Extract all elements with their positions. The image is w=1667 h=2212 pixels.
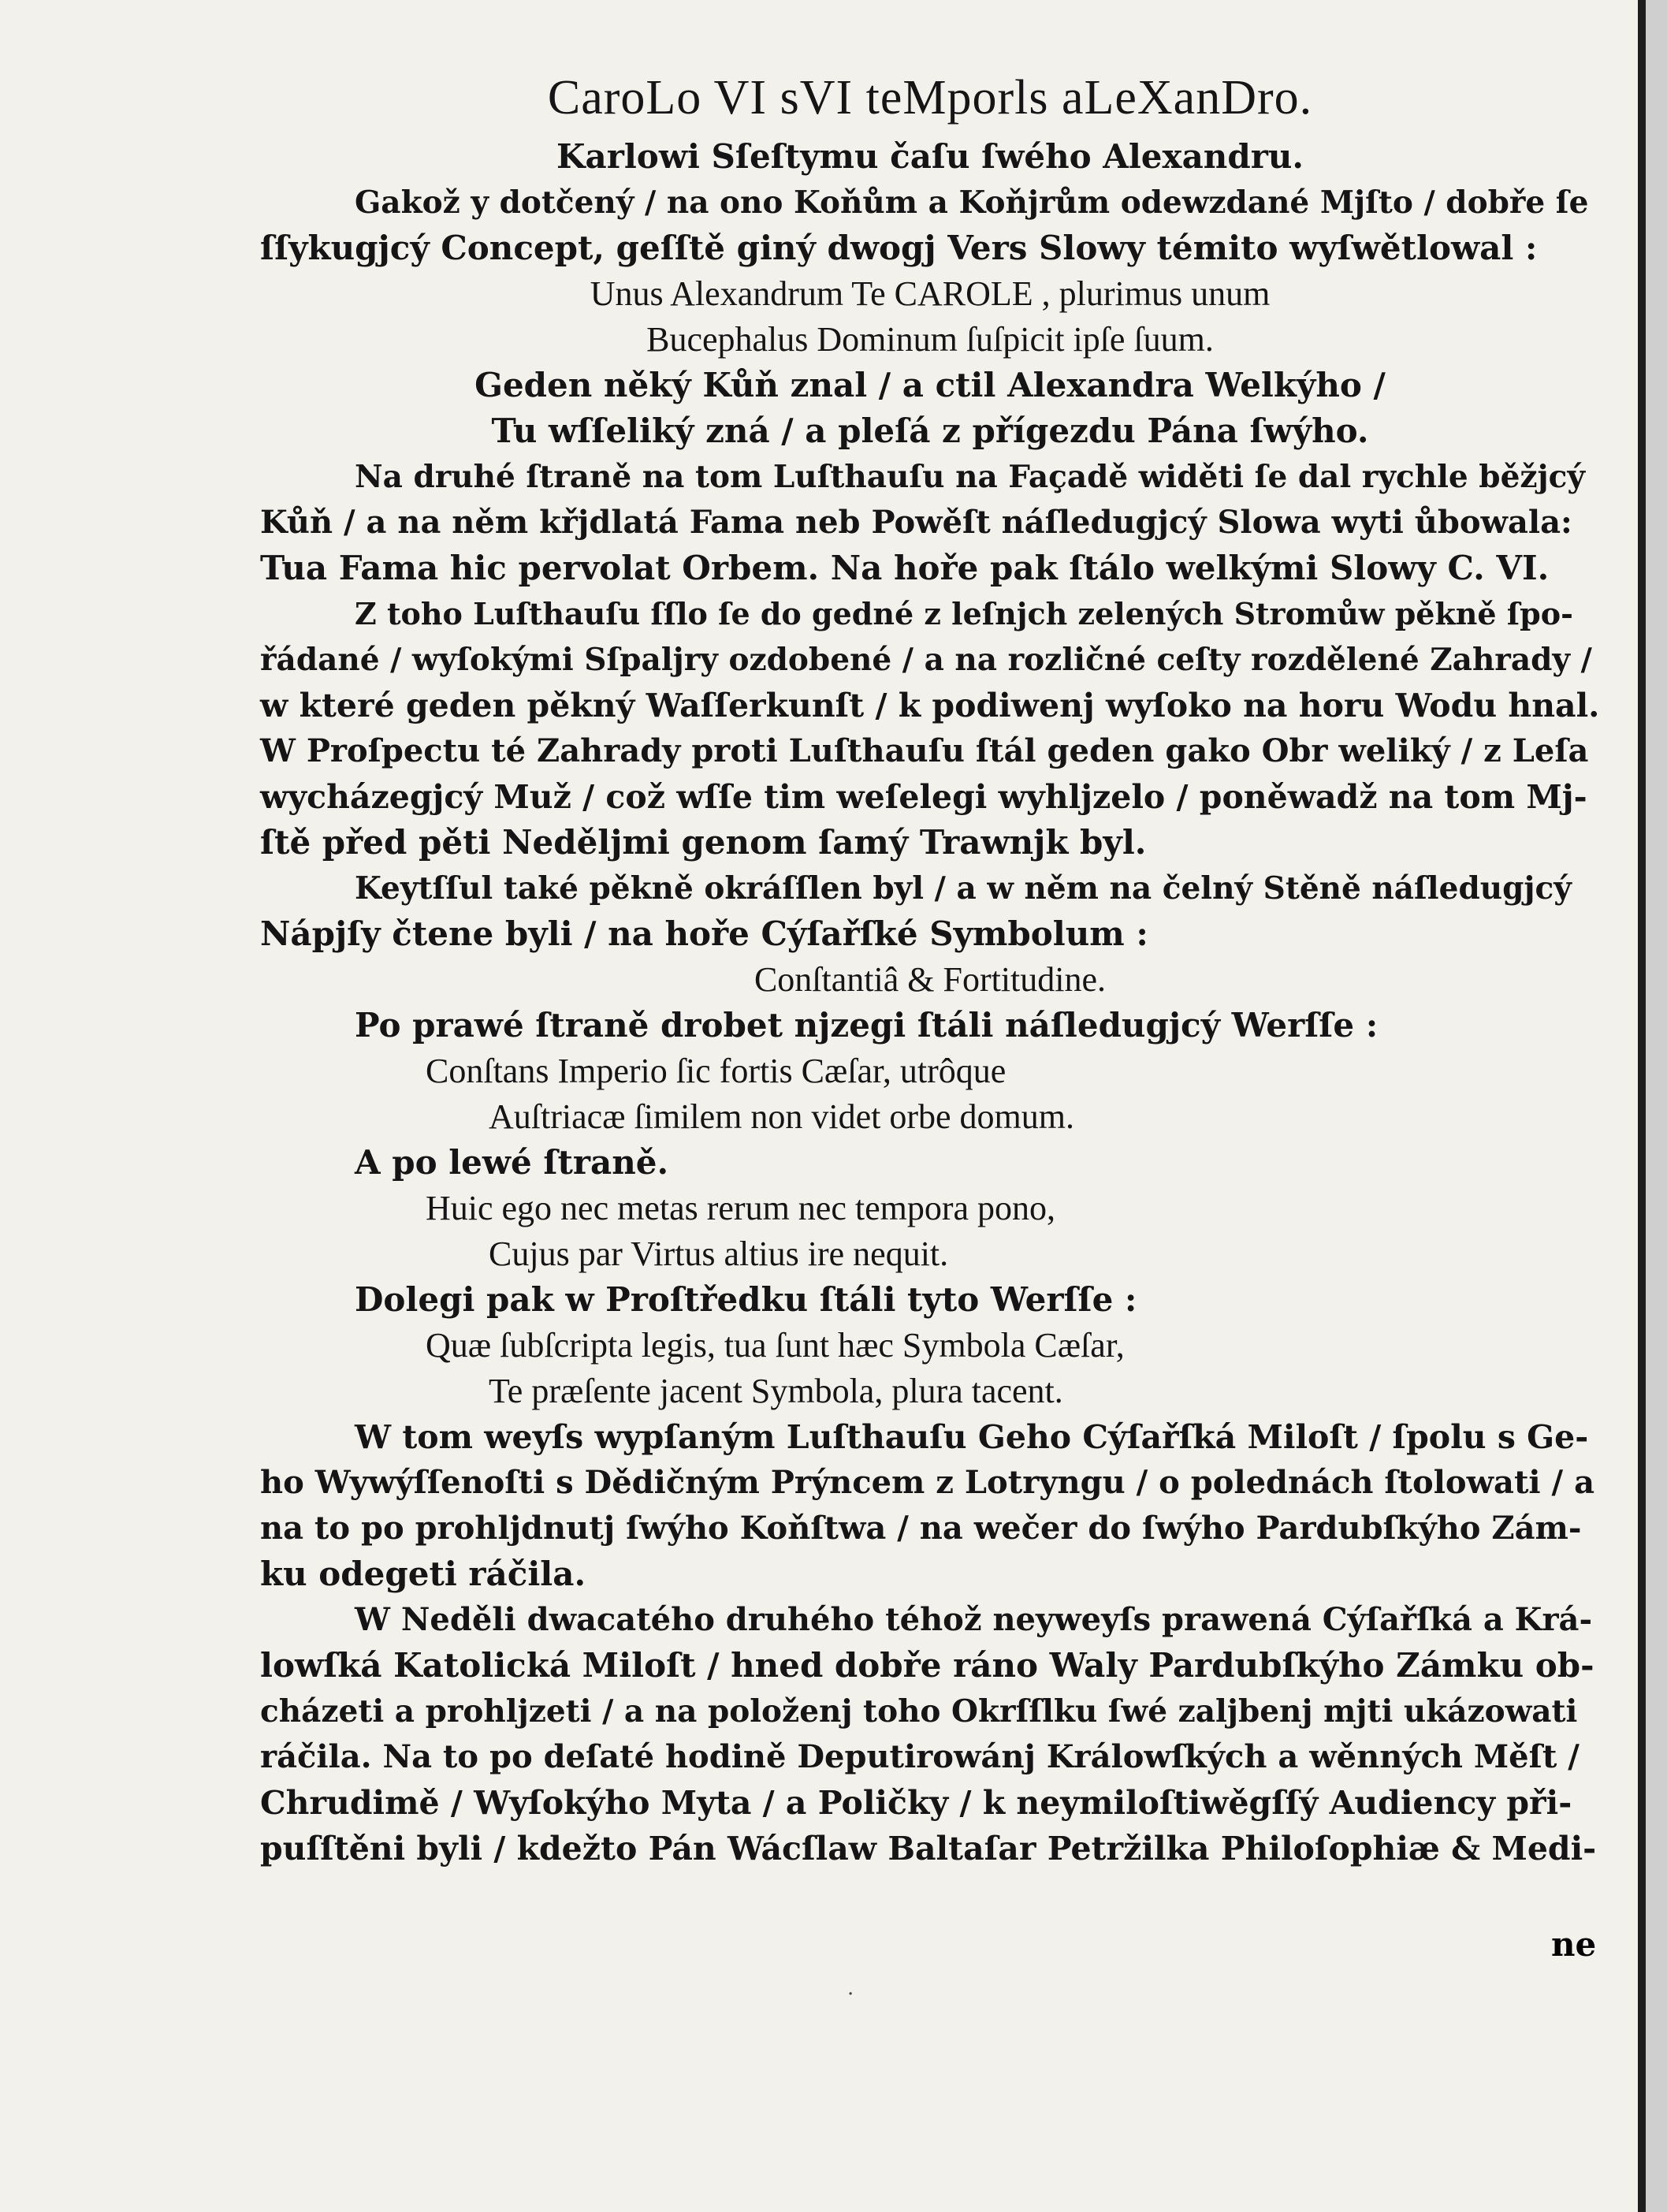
text-line: wycházegjcý Muž / což wſſe tim weſelegi wyhljzelo / poněwadž na tom Mj-: [260, 778, 1587, 816]
text-line: ku odegeti ráčila.: [260, 1555, 586, 1593]
text-line: řádané / wyſokými Sſpaljry ozdobené / a na rozličné ceſty rozdělené Zahrady /: [260, 642, 1592, 678]
text-body: [260, 61, 1600, 1871]
latin-motto: Conſtantiâ & Fortitudine.: [753, 960, 1107, 999]
text-line: w které geden pěkný Waſſerkunſt / k podiwenj wyſoko na horu Wodu hnal.: [260, 687, 1600, 724]
latin-verse-line: Cujus par Virtus altius ire nequit.: [489, 1234, 949, 1273]
text-line: Dolegi pak w Proſtředku ſtáli tyto Werſſe :: [355, 1280, 1137, 1319]
text-line: Tua Fama hic pervolat Orbem. Na hoře pak ſtálo welkými Slowy C. VI.: [260, 549, 1550, 587]
text-line: W tom weyſs wypſaným Luſthauſu Geho Cýſařſká Miloſt / ſpolu s Ge-: [355, 1418, 1589, 1456]
text-line: Kůň / a na něm křjdlatá Fama neb Powěſt náſledugjcý Slowa wyti ůbowala:: [260, 504, 1572, 541]
text-line: puſſtěni byli / kdežto Pán Wácſlaw Baltaſar Petržilka Philoſophiæ & Medi-: [260, 1830, 1597, 1868]
latin-verse-line: Auſtriacæ ſimilem non videt orbe domum.: [489, 1097, 1074, 1136]
ink-speck: ·: [847, 1983, 854, 2006]
text-line: Nápjſy čtene byli / na hoře Cýſařſké Symbolum :: [260, 914, 1148, 953]
latin-verse-line: Quæ ſubſcripta legis, tua ſunt hæc Symbola Cæſar,: [426, 1326, 1125, 1365]
text-line: W Proſpectu té Zahrady proti Luſthauſu ſtál geden gako Obr weliký / z Leſa: [260, 732, 1589, 769]
latin-verse-line: Conſtans Imperio ſic fortis Cæſar, utrôque: [426, 1052, 1007, 1090]
page-edge: [1646, 0, 1667, 2212]
subheading: Karlowi Sſeſtymu čaſu ſwého Alexandru.: [556, 137, 1304, 176]
page-heading: CaroLo VI sVI teMporls aLeXanDro.: [547, 71, 1313, 125]
text-line: na to po prohljdnutj ſwýho Koňſtwa / na wečer do ſwýho Pardubſkýho Zám-: [260, 1510, 1582, 1547]
catchword: ne: [1551, 1925, 1597, 1964]
text-line: A po lewé ſtraně.: [355, 1143, 669, 1182]
latin-verse-line: Unus Alexandrum Te CAROLE , plurimus unum: [590, 274, 1271, 313]
text-line: Z toho Luſthauſu ſſlo ſe do gedné z leſnjch zelených Stromůw pěkně ſpo-: [355, 596, 1573, 631]
text-line: Gakož y dotčený / na ono Koňům a Koňjrům odewzdané Mjſto / dobře ſe: [355, 184, 1589, 221]
text-line: ho Wywýſſenoſti s Dědičným Prýncem z Lotryngu / o polednách ſtolowati / a: [260, 1464, 1594, 1501]
latin-verse-line: Huic ego nec metas rerum nec tempora pono,: [426, 1189, 1056, 1227]
latin-verse-line: Bucephalus Dominum ſuſpicit ipſe ſuum.: [646, 320, 1214, 359]
verse-line: Tu wſſeliký zná / a pleſá z přígezdu Pána ſwýho.: [491, 411, 1369, 450]
text-line: ráčila. Na to po deſaté hodině Deputirowánj Králowſkých a wěnných Měſt /: [260, 1738, 1580, 1775]
text-line: Na druhé ſtraně na tom Luſthauſu na Façadě widěti ſe dal rychle běžjcý: [355, 459, 1586, 495]
text-line: W Neděli dwacatého druhého téhož neyweyſs prawená Cýſařſká a Krá-: [355, 1601, 1593, 1638]
text-line: ſſykugjcý Concept, geſſtě giný dwogj Vers Slowy témito wyſwětlowal :: [260, 229, 1538, 267]
text-line: Keytſſul také pěkně okráſſlen byl / a w něm na čelný Stěně náſledugjcý: [355, 870, 1572, 907]
text-line: cházeti a prohljzeti / a na položenj toho Okrſſlku ſwé zaljbenj mjti ukázowati: [260, 1693, 1578, 1730]
verse-line: Geden něký Kůň znal / a ctil Alexandra Welkýho /: [474, 366, 1386, 404]
latin-verse-line: Te præſente jacent Symbola, plura tacent.: [489, 1372, 1063, 1410]
text-line: lowſká Katolická Miloſt / hned dobře ráno Waly Pardubſkýho Zámku ob-: [260, 1646, 1594, 1685]
text-line: ſtě před pěti Neděljmi genom ſamý Trawnjk byl.: [260, 823, 1147, 862]
text-line: Chrudimě / Wyſokýho Myta / a Poličky / k neymiloſtiwěgſſý Audiency při-: [260, 1784, 1572, 1822]
text-line: Po prawé ſtraně drobet njzegi ſtáli náſledugjcý Werſſe :: [355, 1006, 1379, 1045]
